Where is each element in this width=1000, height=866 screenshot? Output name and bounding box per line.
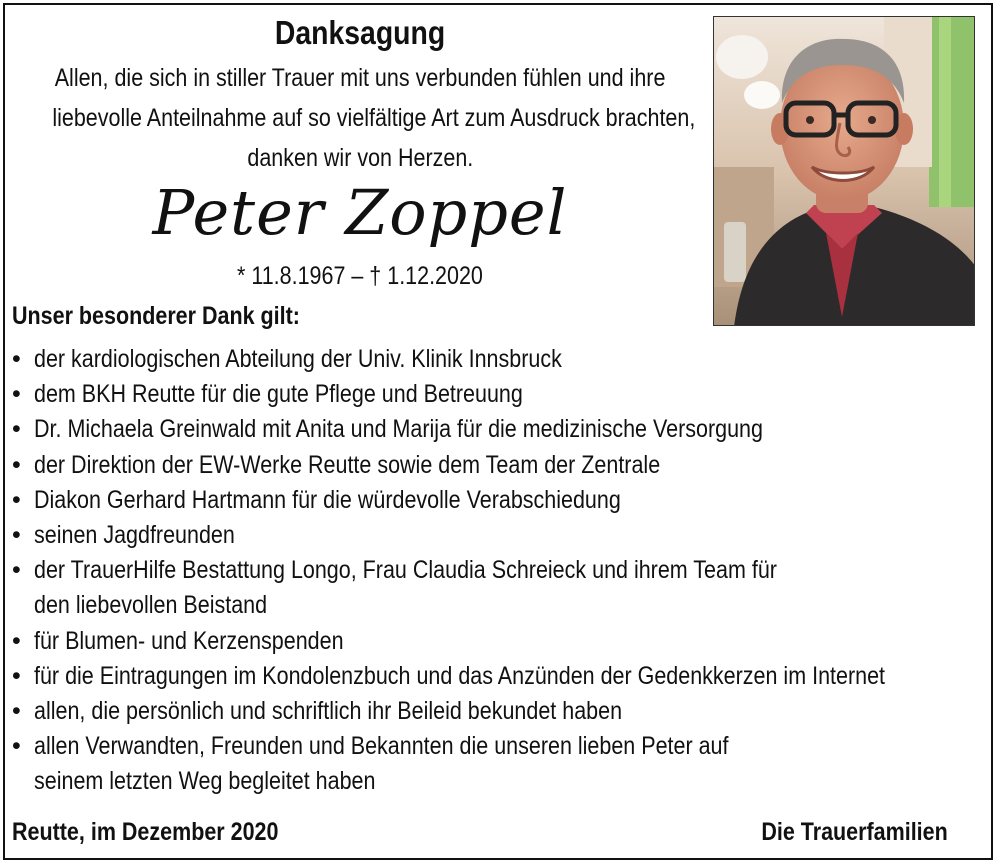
thanks-item: • Diakon Gerhard Hartmann für die würdevolle Verabschiedung <box>12 483 1000 518</box>
thanks-item: • seinen Jagdfreunden <box>12 518 1000 553</box>
bullet-icon: • <box>12 345 21 373</box>
bullet-icon: • <box>12 697 21 726</box>
bullet-icon: • <box>12 380 21 409</box>
thanks-item: • der kardiologischen Abteilung der Univ. Klinik Innsbruck <box>12 342 1000 377</box>
bullet-icon: • <box>12 450 21 479</box>
thanks-item: • für die Eintragungen im Kondolenzbuch und das Anzünden der Gedenkkerzen im Internet <box>12 659 1000 694</box>
intro-line: liebevolle Anteilnahme auf so vielfältige Art zum Ausdruck brachten, <box>52 104 696 132</box>
bullet-icon: • <box>12 415 21 444</box>
thanks-item: • allen, die persönlich und schriftlich ihr Beileid bekundet haben <box>12 694 1000 729</box>
portrait-photo <box>713 16 975 326</box>
bullet-icon: • <box>12 661 21 690</box>
thanks-item: • dem BKH Reutte für die gute Pflege und Betreuung <box>12 377 1000 412</box>
signature: Die Trauerfamilien <box>761 818 948 846</box>
notice-title: Danksagung <box>274 14 446 51</box>
bullet-icon: • <box>12 556 21 585</box>
bullet-icon: • <box>12 626 21 655</box>
bullet-icon: • <box>12 485 21 514</box>
thanks-item: • Dr. Michaela Greinwald mit Anita und Marija für die medizinische Versorgung <box>12 412 1000 447</box>
intro-line: Allen, die sich in stiller Trauer mit uns verbunden fühlen und ihre <box>54 64 666 92</box>
bullet-icon: • <box>12 732 21 761</box>
life-dates: * 11.8.1967 – † 1.12.2020 <box>237 262 483 290</box>
thanks-item: • allen Verwandten, Freunden und Bekannten die unseren lieben Peter auf <box>12 729 1000 764</box>
intro-line: danken wir von Herzen. <box>247 144 473 172</box>
thanks-item-continuation: den liebevollen Beistand <box>34 591 268 620</box>
deceased-name: Peter Zoppel <box>152 176 568 249</box>
thanks-item-continuation: seinem letzten Weg begleitet haben <box>34 767 376 796</box>
thanks-item: • der Direktion der EW-Werke Reutte sowie dem Team der Zentrale <box>12 448 1000 483</box>
thanks-heading: Unser besonderer Dank gilt: <box>12 302 300 330</box>
thanks-item: • der TrauerHilfe Bestattung Longo, Frau Claudia Schreieck und ihrem Team für <box>12 553 1000 588</box>
portrait-illustration <box>714 17 975 326</box>
bullet-icon: • <box>12 521 21 550</box>
thanks-list <box>12 342 1000 800</box>
thanks-item: • für Blumen- und Kerzenspenden <box>12 624 1000 659</box>
place-date: Reutte, im Dezember 2020 <box>12 818 279 846</box>
